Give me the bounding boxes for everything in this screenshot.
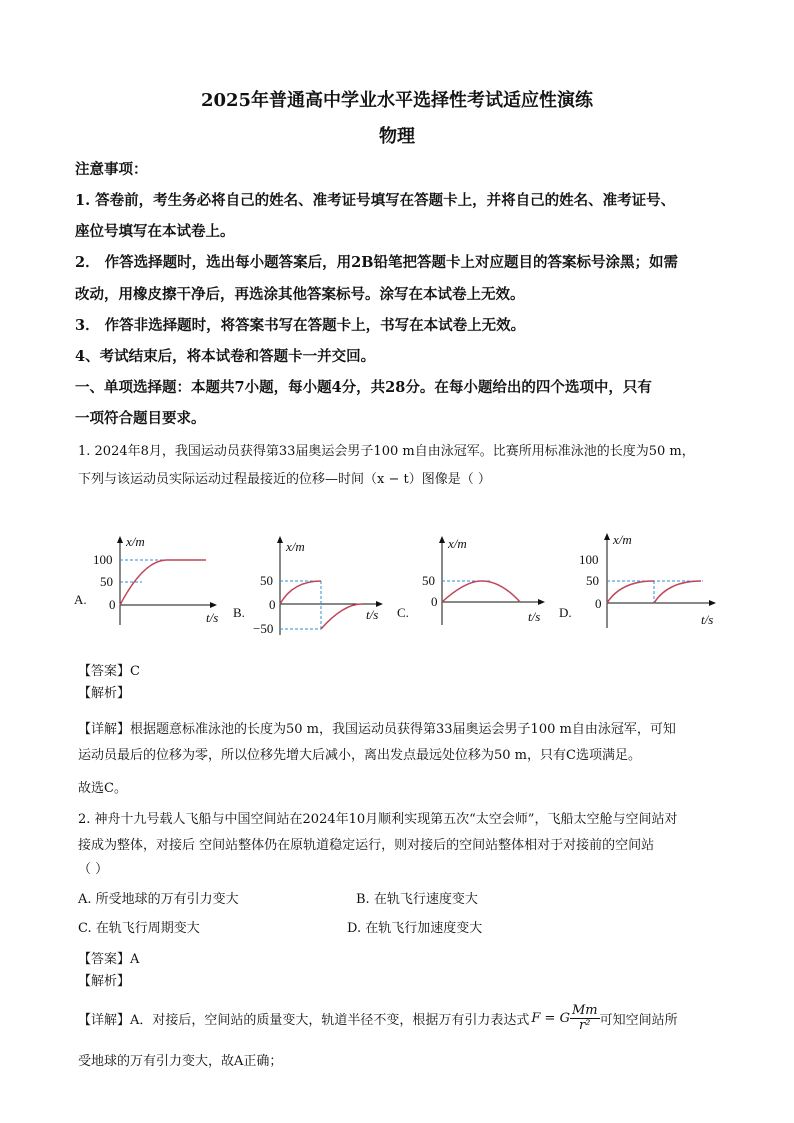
graph-d-tick-50: 50: [586, 573, 599, 588]
graph-d-y-arrow: [604, 533, 610, 540]
q1-option-b-label: B.: [233, 605, 245, 620]
graph-a-xlabel: t/s: [206, 610, 218, 625]
q2-option-b: B. 在轨飞行速度变大: [356, 892, 478, 907]
graph-a-y-arrow: [117, 536, 123, 543]
graph-c-ylabel: x/m: [448, 536, 467, 551]
q2-stem-line-3: （ ）: [78, 862, 109, 877]
graph-d-ylabel: x/m: [613, 532, 632, 547]
notice-heading: 注意事项：: [75, 161, 148, 178]
q2-stem-line-2: 接成为整体，对接后 空间站整体仍在原轨道稳定运行，则对接后的空间站整体相对于对接前的空间站: [78, 838, 655, 853]
q1-answer: 【答案】C: [78, 664, 140, 679]
q1-detail-line-2: 运动员最后的位移为零，所以位移先增大后减小，离出发点最远处位移为50 m，只有C选项满足。: [78, 748, 641, 763]
section-1-heading-line-2: 一项符合题目要求。: [75, 410, 206, 427]
q1-conclusion: 故选C。: [78, 781, 127, 796]
q1-detail-line-1: 【详解】根据题意标准泳池的长度为50 m，我国运动员获得第33届奥运会男子100 m自由泳冠军，可知: [78, 722, 676, 737]
q2-analysis-label: 【解析】: [78, 974, 131, 989]
graph-b-tick-50: 50: [260, 573, 273, 588]
q1-stem-line-1: 1. 2024年8月，我国运动员获得第33届奥运会男子100 m自由泳冠军。比赛所用标准泳池的长度为50 m，: [78, 444, 695, 459]
q1-option-a-label: A.: [74, 592, 87, 607]
graph-a-tick-50: 50: [100, 574, 113, 589]
graph-b-xlabel: t/s: [366, 607, 379, 622]
q2-option-d: D. 在轨飞行加速度变大: [347, 921, 483, 936]
notice-item-2-line-2: 改动，用橡皮擦干净后，再选涂其他答案标号。涂写在本试卷上无效。: [75, 286, 525, 303]
graph-a-ylabel: x/m: [126, 534, 145, 549]
q2-stem-line-1: 2. 神舟十九号载人飞船与中国空间站在2024年10月顺利实现第五次“太空会师”，飞船太空舱与空间站对: [78, 812, 678, 827]
graph-c-x-arrow: [538, 599, 545, 605]
graph-d-tick-0: 0: [595, 596, 602, 611]
q2-detail-line-2: 受地球的万有引力变大，故A正确；: [78, 1054, 283, 1069]
q1-analysis-label: 【解析】: [78, 686, 131, 701]
graph-c-y-arrow: [439, 536, 445, 543]
subject-title: 物理: [379, 126, 415, 147]
q2-detail-prefix: 【详解】A．对接后，空间站的质量变大，轨道半径不变，根据万有引力表达式: [78, 1013, 530, 1028]
graph-b-tick-0: 0: [269, 597, 276, 612]
exam-title: 2025年普通高中学业水平选择性考试适应性演练: [200, 90, 594, 111]
q2-option-a: A. 所受地球的万有引力变大: [78, 892, 239, 907]
graph-b-curve-down: [321, 604, 362, 629]
notice-item-1-line-2: 座位号填写在本试卷上。: [75, 223, 235, 240]
notice-item-1-line-1: 1. 答卷前，考生务必将自己的姓名、准考证号填写在答题卡上，并将自己的姓名、准考证号、: [75, 192, 676, 209]
graph-a-curve: [120, 560, 206, 605]
graph-d-curve-1: [607, 581, 654, 603]
notice-item-4: 4、考试结束后，将本试卷和答题卡一并交回。: [75, 348, 376, 365]
graph-d-tick-100: 100: [579, 552, 599, 567]
graph-b-ylabel: x/m: [286, 539, 305, 554]
q2-option-c: C. 在轨飞行周期变大: [78, 921, 200, 936]
graph-d-x-arrow: [709, 600, 716, 606]
graph-d-xlabel: t/s: [701, 612, 714, 627]
graph-c-tick-0: 0: [431, 594, 438, 609]
graph-b-y-arrow: [277, 536, 283, 543]
q2-detail-line-1: [78, 1004, 678, 1033]
graph-b-tick-neg50: −50: [253, 621, 274, 636]
q1-option-c-label: C.: [397, 605, 409, 620]
notice-item-3: 3． 作答非选择题时，将答案书写在答题卡上，书写在本试卷上无效。: [75, 317, 526, 334]
graph-a-x-arrow: [210, 602, 217, 608]
graph-a-tick-100: 100: [93, 552, 113, 567]
q1-graph-b: [248, 533, 388, 639]
q2-formula-numerator: Mm: [571, 1003, 598, 1018]
q1-option-d-label: D.: [559, 605, 572, 620]
graph-a-tick-0: 0: [109, 597, 116, 612]
graph-b-curve-up: [280, 581, 321, 604]
q2-formula-fraction: [570, 1004, 600, 1033]
graph-c-curve: [442, 581, 520, 602]
q2-answer: 【答案】A: [78, 952, 140, 967]
graph-c-tick-50: 50: [422, 573, 435, 588]
q1-stem-line-2: 下列与该运动员实际运动过程最接近的位移—时间（x − t）图像是（ ）: [78, 472, 491, 487]
q2-formula-lhs: F = G: [531, 1011, 570, 1026]
q1-graph-c: [410, 533, 550, 633]
graph-d-curve-2: [654, 581, 701, 603]
section-1-heading-line-1: 一、单项选择题：本题共7小题，每小题4分，共28分。在每小题给出的四个选项中，只有: [75, 379, 652, 396]
q2-detail-suffix: 可知空间站所: [599, 1013, 678, 1028]
q2-formula-denominator: r²: [579, 1018, 591, 1033]
notice-item-2-line-1: 2． 作答选择题时，选出每小题答案后，用2B铅笔把答题卡上对应题目的答案标号涂黑；如需: [75, 254, 678, 271]
q1-graph-a: [88, 533, 218, 633]
graph-c-xlabel: t/s: [528, 609, 541, 624]
q1-graph-d: [573, 530, 723, 636]
